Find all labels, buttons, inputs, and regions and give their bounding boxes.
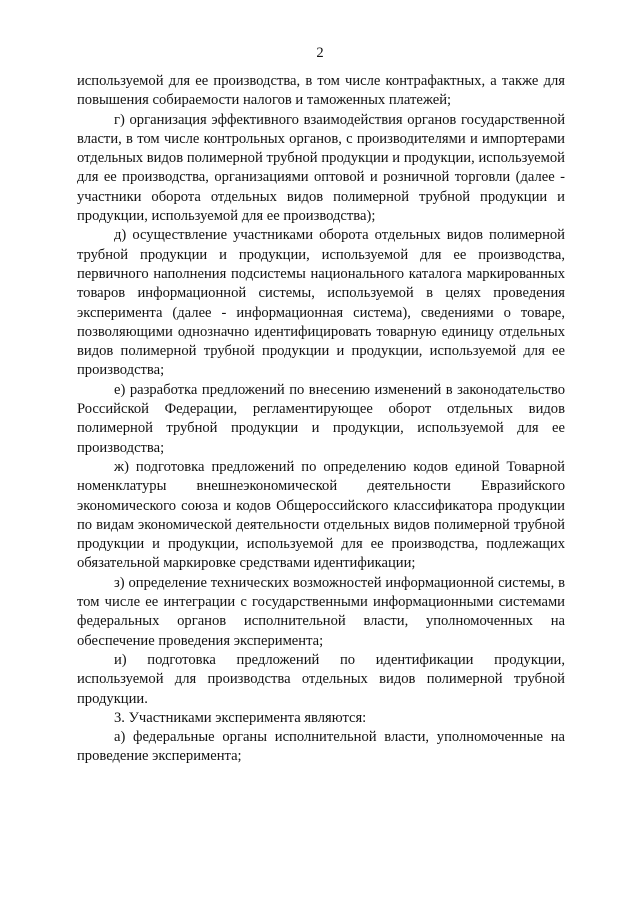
paragraph-item-i: и) подготовка предложений по идентификации продукции, используемой для производства отдельных видов полимерной трубной продукции. bbox=[77, 651, 565, 707]
paragraph-item-e: е) разработка предложений по внесению изменений в законодательство Российской Федерации, регламентирующее оборот отдельных видов полимерной трубной продукции и продукции, используемой для ее производства; bbox=[77, 381, 565, 456]
paragraph-item-a: а) федеральные органы исполнительной власти, уполномоченные на проведение эксперимента; bbox=[77, 729, 565, 765]
paragraph-continuation: используемой для ее производства, в том числе контрафактных, а также для повышения собираемости налогов и таможенных платежей; bbox=[77, 73, 565, 109]
paragraph-item-g: г) организация эффективного взаимодействия органов государственной власти, в том числе контрольных органов, с производителями и импортерами отдельных видов полимерной трубной продукции и продукции, используемой для ее производства, организациями оптовой и розничной торговли (далее - участники оборота отдельных видов полимерной трубной продукции и продукции, используемой для ее производства); bbox=[77, 111, 565, 225]
paragraph-item-zh: ж) подготовка предложений по определению кодов единой Товарной номенклатуры внешнеэкономической деятельности Евразийского экономического союза и кодов Общероссийского классификатора продукции по видам экономической деятельности отдельных видов полимерной трубной продукции и продукции, используемой для ее производства, подлежащих обязательной маркировке средствами идентификации; bbox=[77, 458, 565, 572]
page-number: 2 bbox=[316, 45, 324, 61]
paragraph-section-3: 3. Участниками эксперимента являются: bbox=[114, 709, 367, 726]
paragraph-item-d: д) осуществление участниками оборота отдельных видов полимерной трубной продукции и продукции, используемой для ее производства, первичного наполнения подсистемы национального каталога маркированных товаров информационной системы, используемой в целях проведения эксперимента (далее - информационная система), сведениями о товаре, позволяющими однозначно идентифицировать товарную единицу отдельных видов полимерной трубной продукции и продукции, используемой для ее производства; bbox=[77, 227, 565, 379]
paragraph-item-z: з) определение технических возможностей информационной системы, в том числе ее интеграции с государственными информационными системами федеральных органов исполнительной власти, уполномоченных на обеспечение проведения эксперимента; bbox=[77, 574, 565, 649]
document-body bbox=[77, 72, 565, 767]
